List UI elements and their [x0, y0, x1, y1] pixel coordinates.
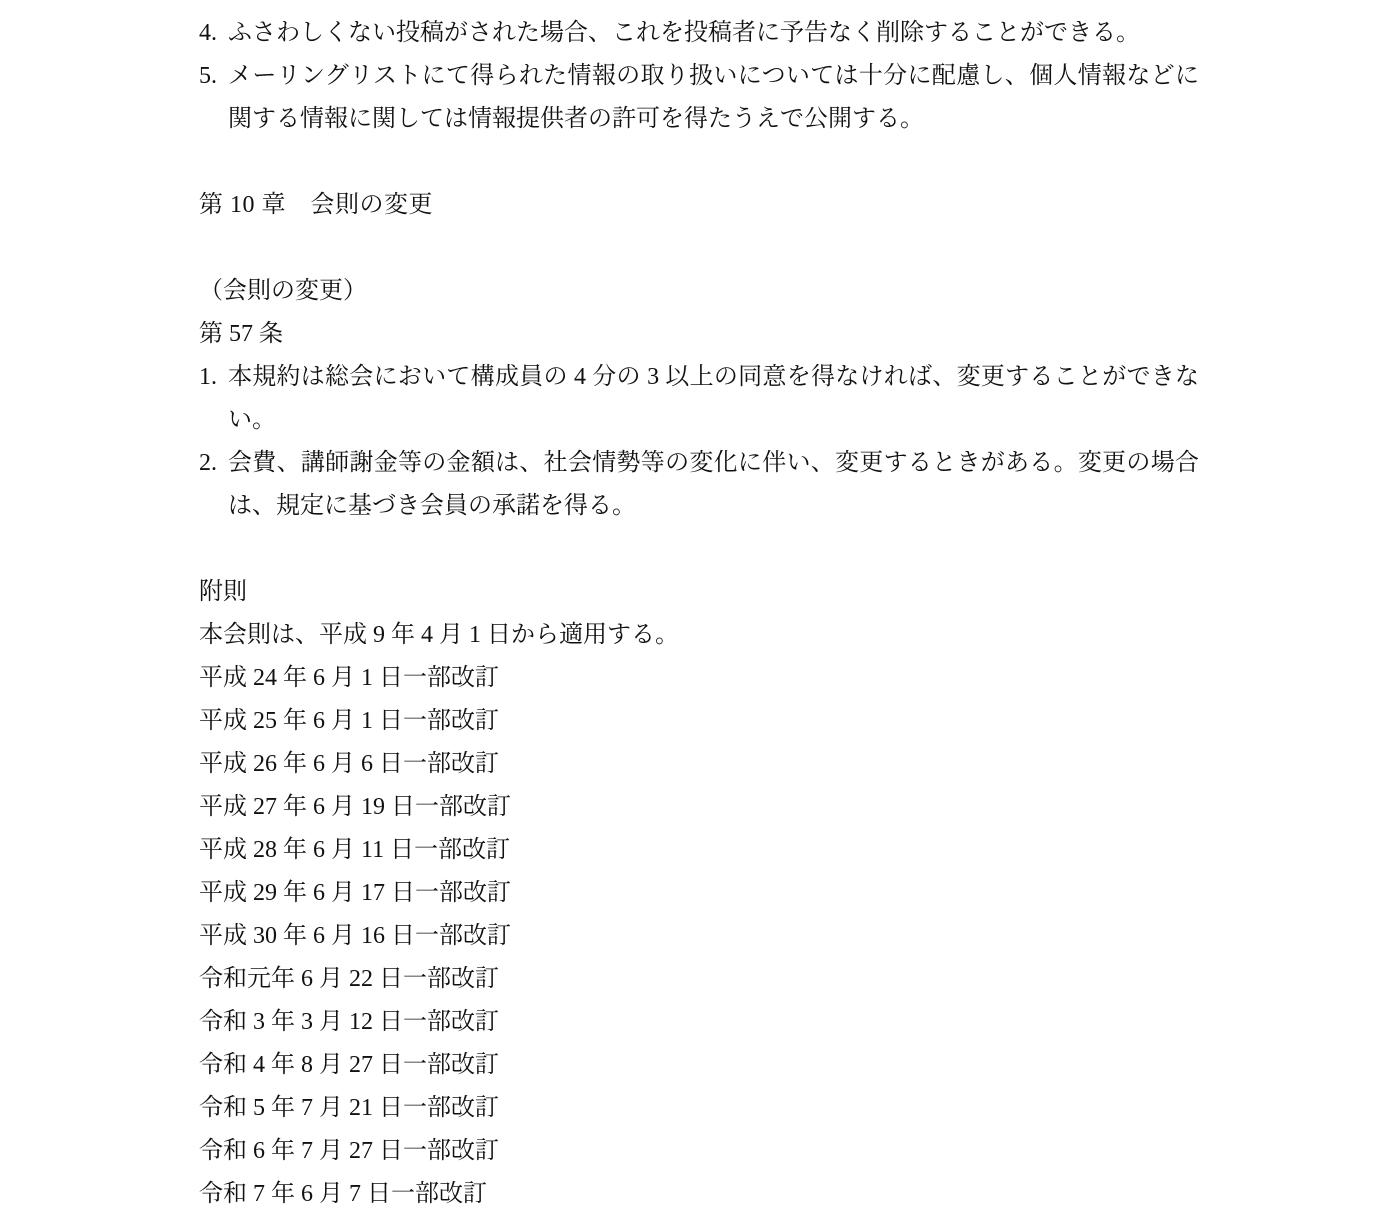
article-item-2-marker: 2.: [199, 450, 217, 476]
list-item-5-marker: 5.: [199, 63, 217, 89]
article-item-2: [199, 442, 1199, 528]
supplementary-heading: 附則: [199, 579, 247, 605]
revision-line: 令和 3 年 3 月 12 日一部改訂: [199, 1009, 499, 1035]
article-caption: （会則の変更）: [199, 278, 367, 304]
chapter-heading: 第 10 章 会則の変更: [199, 192, 433, 218]
revision-line: 平成 26 年 6 月 6 日一部改訂: [199, 751, 499, 777]
revision-line: 平成 25 年 6 月 1 日一部改訂: [199, 708, 499, 734]
revision-line: 令和 4 年 8 月 27 日一部改訂: [199, 1052, 499, 1078]
list-item-4: [199, 12, 1199, 55]
list-item-5: [199, 55, 1199, 141]
article-number: 第 57 条: [199, 321, 283, 347]
effective-date-line: 本会則は、平成 9 年 4 月 1 日から適用する。: [199, 622, 679, 648]
revision-line: 令和元年 6 月 22 日一部改訂: [199, 966, 499, 992]
list-item-4-marker: 4.: [199, 20, 217, 46]
list-item-5-text: メーリングリストにて得られた情報の取り扱いについては十分に配慮し、個人情報などに関する情報に関しては情報提供者の許可を得たうえで公開する。: [228, 63, 1199, 132]
article-item-1-marker: 1.: [199, 364, 217, 390]
revision-line: 平成 28 年 6 月 11 日一部改訂: [199, 837, 511, 863]
article-item-1-text: 本規約は総会において構成員の 4 分の 3 以上の同意を得なければ、変更することができない。: [228, 364, 1199, 433]
article-item-2-text: 会費、講師謝金等の金額は、社会情勢等の変化に伴い、変更するときがある。変更の場合は、規定に基づき会員の承諾を得る。: [228, 450, 1199, 519]
revision-line: 平成 30 年 6 月 16 日一部改訂: [199, 923, 511, 949]
article-item-1: [199, 356, 1199, 442]
list-item-4-text: ふさわしくない投稿がされた場合、これを投稿者に予告なく削除することができる。: [228, 20, 1140, 46]
revision-line: 令和 6 年 7 月 27 日一部改訂: [199, 1138, 499, 1164]
revision-line: 平成 29 年 6 月 17 日一部改訂: [199, 880, 511, 906]
revision-line: 令和 7 年 6 月 7 日一部改訂: [199, 1181, 487, 1207]
revision-line: 平成 27 年 6 月 19 日一部改訂: [199, 794, 511, 820]
revision-line: 令和 5 年 7 月 21 日一部改訂: [199, 1095, 499, 1121]
revision-line: 平成 24 年 6 月 1 日一部改訂: [199, 665, 499, 691]
